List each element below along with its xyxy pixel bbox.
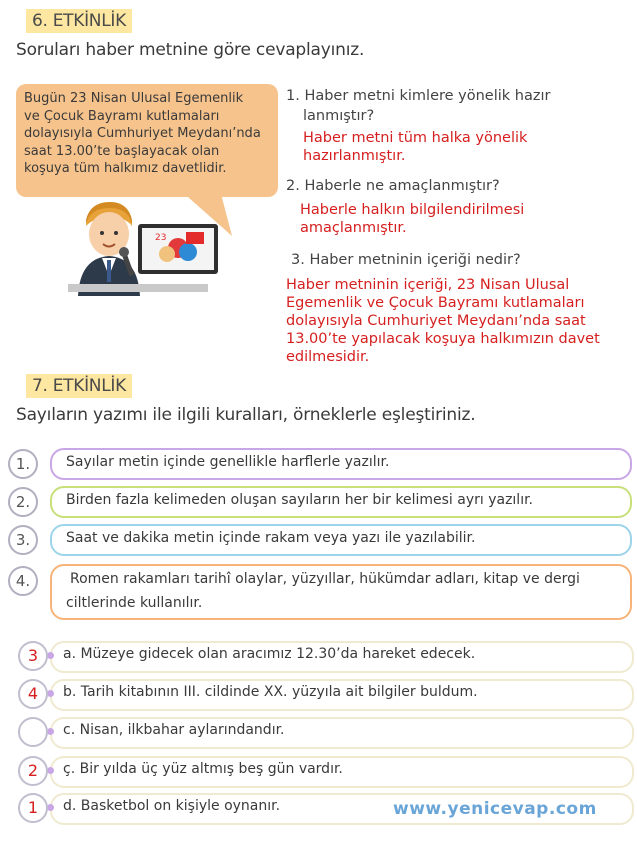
reporter-illustration xyxy=(28,196,228,296)
answer-1 xyxy=(303,129,527,165)
news-text xyxy=(24,90,274,178)
example-c-answer[interactable] xyxy=(18,717,48,747)
answer-2 xyxy=(300,201,524,237)
question-line: 3. Haber metninin içeriği nedir? xyxy=(291,252,521,268)
example-b-text: b. Tarih kitabının III. cildinde XX. yüzyıla ait bilgiler buldum. xyxy=(63,684,478,700)
example-dot xyxy=(47,728,54,735)
question-2 xyxy=(286,178,500,194)
news-line: koşuya tüm halkımız davetlidir. xyxy=(24,161,227,176)
rule-2-text: Birden fazla kelimeden oluşan sayıların her bir kelimesi ayrı yazılır. xyxy=(66,492,534,508)
example-cc-text: ç. Bir yılda üç yüz altmış beş gün vardır. xyxy=(63,761,343,777)
example-dot xyxy=(47,690,54,697)
rule-4-text xyxy=(66,567,580,615)
example-dot xyxy=(47,652,54,659)
answer-line: amaçlanmıştır. xyxy=(300,220,407,236)
answer-line: Haber metninin içeriği, 23 Nisan Ulusal xyxy=(286,277,570,293)
example-d-text: d. Basketbol on kişiyle oynanır. xyxy=(63,798,281,814)
example-a-text: a. Müzeye gidecek olan aracımız 12.30’da hareket edecek. xyxy=(63,646,476,662)
answer-3 xyxy=(286,276,636,366)
rule-4-line: Romen rakamları tarihî olaylar, yüzyıllar, hükümdar adları, kitap ve dergi xyxy=(70,571,580,587)
activity-6-instruction: Soruları haber metnine göre cevaplayınız. xyxy=(16,40,365,60)
example-a-answer[interactable]: 3 xyxy=(18,641,48,671)
answer-line: Haberle halkın bilgilendirilmesi xyxy=(300,202,525,218)
example-cc-answer[interactable]: 2 xyxy=(18,756,48,786)
rule-4-line: ciltlerinde kullanılır. xyxy=(66,595,203,611)
question-3 xyxy=(291,252,521,268)
question-line: 1. Haber metni kimlere yönelik hazır xyxy=(286,88,551,104)
rule-3-text: Saat ve dakika metin içinde rakam veya yazı ile yazılabilir. xyxy=(66,530,476,546)
poster-number: 23 xyxy=(155,233,167,243)
watermark: www.yenicevap.com xyxy=(393,799,597,819)
answer-line: dolayısıyla Cumhuriyet Meydanı’nda saat xyxy=(286,313,586,329)
example-dot xyxy=(47,804,54,811)
example-c-text: c. Nisan, ilkbahar aylarındandır. xyxy=(63,722,285,738)
question-line: 2. Haberle ne amaçlanmıştır? xyxy=(286,178,500,194)
question-1 xyxy=(286,86,550,126)
answer-line: Egemenlik ve Çocuk Bayramı kutlamaları xyxy=(286,295,585,311)
example-d-answer[interactable]: 1 xyxy=(18,793,48,823)
activity-6-label: 6. ETKİNLİK xyxy=(26,9,132,33)
rule-number: 4. xyxy=(8,566,38,596)
activity-7-label: 7. ETKİNLİK xyxy=(26,374,132,398)
answer-line: hazırlanmıştır. xyxy=(303,148,406,164)
activity-7-instruction: Sayıların yazımı ile ilgili kuralları, örneklerle eşleştiriniz. xyxy=(16,405,476,425)
news-line: ve Çocuk Bayramı kutlamaları xyxy=(24,108,220,124)
news-line: saat 13.00’te başlayacak olan xyxy=(24,143,220,159)
rule-number: 2. xyxy=(8,487,38,517)
rule-number: 1. xyxy=(8,449,38,479)
rule-1-text: Sayılar metin içinde genellikle harflerle yazılır. xyxy=(66,454,390,470)
news-line: Bugün 23 Nisan Ulusal Egemenlik xyxy=(24,91,244,106)
answer-line: Haber metni tüm halka yönelik xyxy=(303,130,528,146)
answer-line: edilmesidir. xyxy=(286,349,370,365)
question-line: lanmıştır? xyxy=(303,108,375,124)
example-b-answer[interactable]: 4 xyxy=(18,679,48,709)
example-dot xyxy=(47,767,54,774)
answer-line: 13.00’te yapılacak koşuya halkımızın davet xyxy=(286,331,600,347)
news-line: dolayısıyla Cumhuriyet Meydanı’nda xyxy=(24,126,261,141)
rule-number: 3. xyxy=(8,525,38,555)
